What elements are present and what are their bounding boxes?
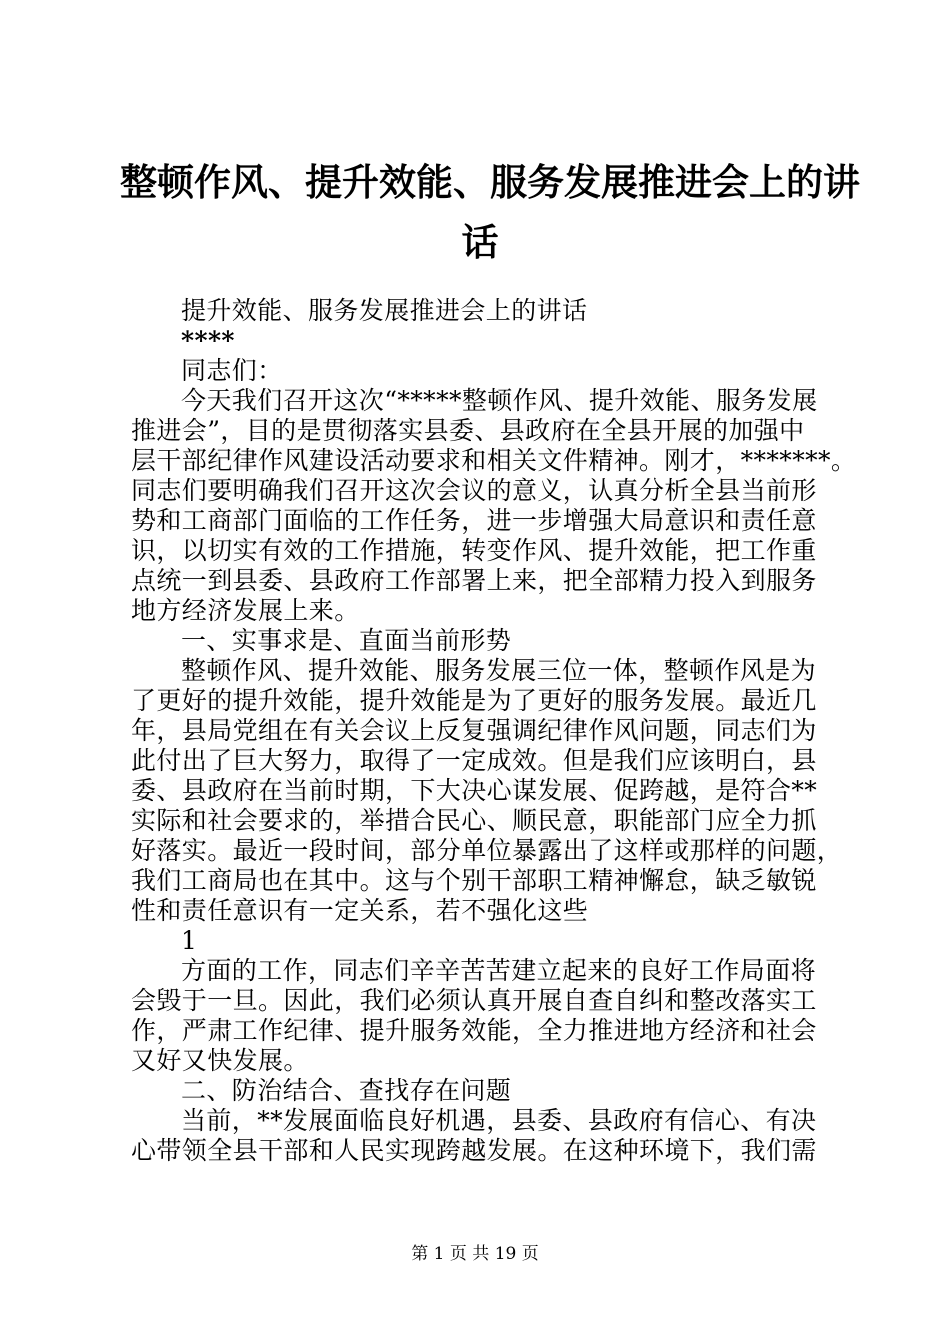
- body-line: 识，以切实有效的工作措施，转变作风、提升效能，把工作重: [131, 536, 817, 565]
- body-line: 此付出了巨大努力，取得了一定成效。但是我们应该明白，县: [131, 746, 817, 775]
- body-line: 我们工商局也在其中。这与个别干部职工精神懈怠，缺乏敏锐: [131, 866, 817, 895]
- body-line-salutation: 同志们：: [181, 356, 283, 385]
- body-line: 层干部纪律作风建设活动要求和相关文件精神。刚才，*******。: [131, 446, 857, 475]
- body-line: 同志们要明确我们召开这次会议的意义，认真分析全县当前形: [131, 476, 817, 505]
- body-line: 作，严肃工作纪律、提升服务效能，全力推进地方经济和社会: [131, 1016, 817, 1045]
- body-line: 推进会”，目的是贯彻落实县委、县政府在全县开展的加强中: [131, 416, 805, 445]
- body-line: 势和工商部门面临的工作任务，进一步增强大局意识和责任意: [131, 506, 817, 535]
- document-title-line-2: 话: [461, 220, 499, 264]
- body-line: 又好又快发展。: [131, 1046, 309, 1075]
- body-line-author: ****: [181, 326, 235, 355]
- inline-page-marker: 1: [181, 926, 198, 955]
- body-line: 今天我们召开这次“*****整顿作风、提升效能、服务发展: [181, 386, 818, 415]
- body-line: 当前，**发展面临良好机遇，县委、县政府有信心、有决: [181, 1106, 817, 1135]
- body-line: 心带领全县干部和人民实现跨越发展。在这种环境下，我们需: [131, 1136, 817, 1165]
- body-line: 性和责任意识有一定关系，若不强化这些: [131, 896, 589, 925]
- body-line: 年，县局党组在有关会议上反复强调纪律作风问题，同志们为: [131, 716, 817, 745]
- body-line: 方面的工作，同志们辛辛苦苦建立起来的良好工作局面将: [181, 956, 817, 985]
- page-number-footer: 第 1 页 共 19 页: [411, 1244, 539, 1264]
- body-line: 好落实。最近一段时间，部分单位暴露出了这样或那样的问题，: [131, 836, 843, 865]
- body-line: 整顿作风、提升效能、服务发展三位一体，整顿作风是为: [181, 656, 817, 685]
- body-line: 地方经济发展上来。: [131, 596, 360, 625]
- section-heading-1: 一、实事求是、直面当前形势: [181, 626, 512, 655]
- document-body: [131, 296, 857, 1166]
- document-title-line-1: 整顿作风、提升效能、服务发展推进会上的讲: [120, 160, 860, 204]
- body-line-subtitle: 提升效能、服务发展推进会上的讲话: [181, 296, 588, 325]
- body-line: 委、县政府在当前时期，下大决心谋发展、促跨越，是符合**: [131, 776, 818, 805]
- body-line: 实际和社会要求的，举措合民心、顺民意，职能部门应全力抓: [131, 806, 817, 835]
- body-line: 会毁于一旦。因此，我们必须认真开展自查自纠和整改落实工: [131, 986, 817, 1015]
- section-heading-2: 二、防治结合、查找存在问题: [181, 1076, 512, 1105]
- body-line: 了更好的提升效能，提升效能是为了更好的服务发展。最近几: [131, 686, 817, 715]
- body-line: 点统一到县委、县政府工作部署上来，把全部精力投入到服务: [131, 566, 817, 595]
